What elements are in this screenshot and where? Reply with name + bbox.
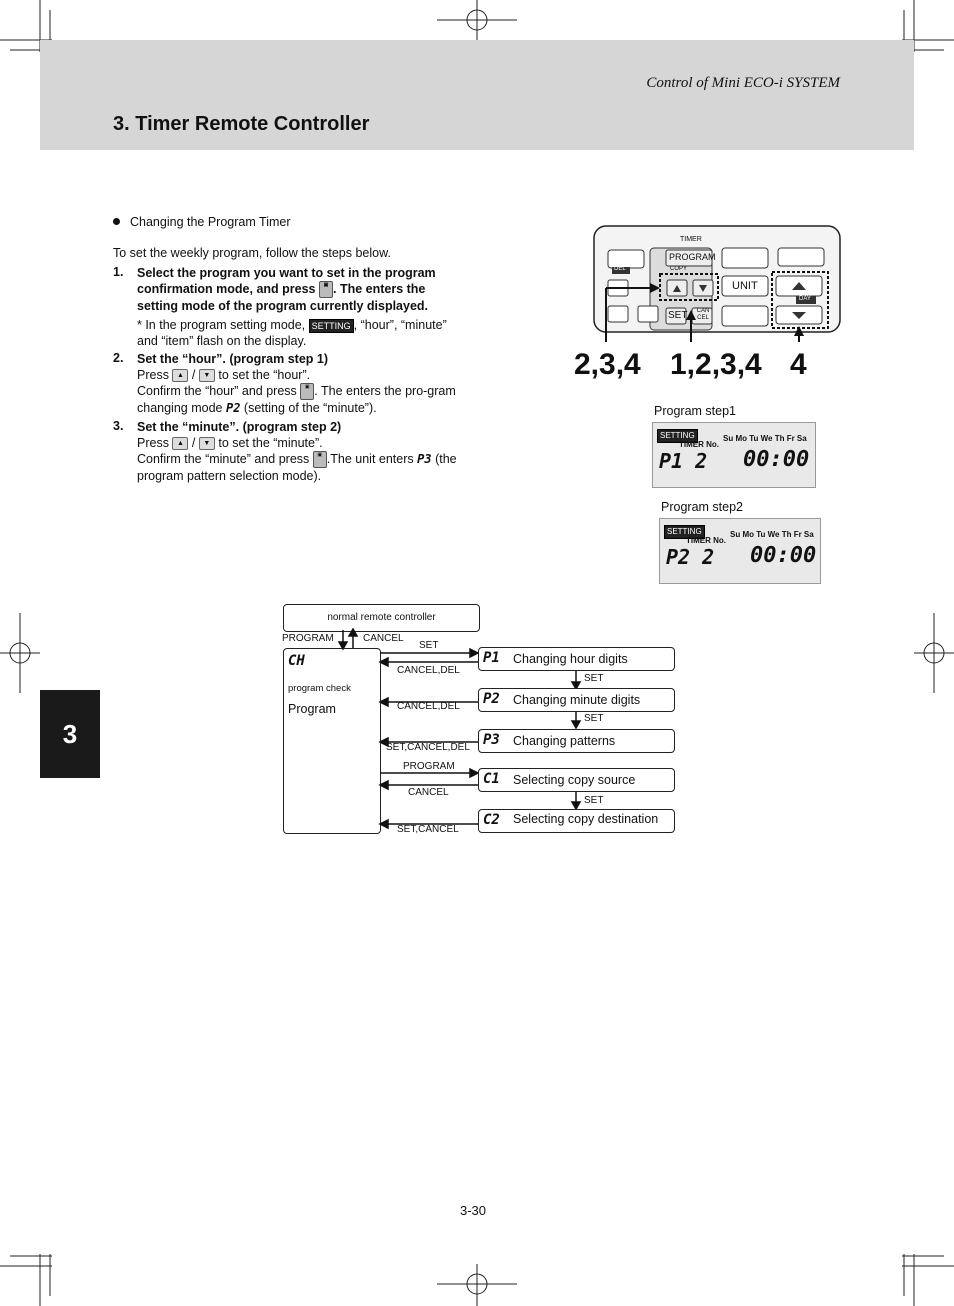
up-key-icon: ▲	[172, 437, 188, 450]
step-3-number: 3.	[113, 419, 124, 433]
edge-set-down-2: SET	[584, 713, 604, 724]
confirm-b: .The unit enters	[326, 452, 414, 466]
callout-middle: 1,2,3,4	[670, 348, 762, 381]
mode-code: P3	[483, 732, 500, 748]
note-a: * In the program setting mode,	[137, 318, 306, 332]
step-3-body	[137, 419, 457, 484]
lcd-step1	[652, 422, 816, 488]
chapter-tab: 3	[40, 690, 100, 778]
lcd-days: Su Mo Tu We Th Fr Sa	[723, 434, 807, 443]
step-1-note	[137, 317, 457, 349]
up-key-icon: ▲	[172, 369, 188, 382]
mode-label: Changing minute digits	[513, 693, 641, 707]
lcd-time: 00:00	[750, 543, 817, 568]
down-key-icon: ▼	[199, 437, 215, 450]
step-2-title: Set the “hour”. (program step 1)	[137, 352, 328, 366]
step-3-press	[137, 435, 457, 451]
flow-cancel-label: CANCEL	[363, 633, 404, 644]
edge-program: PROGRAM	[403, 761, 455, 772]
confirm-a: Confirm the “hour” and press	[137, 384, 297, 398]
mode-label: Selecting copy source	[513, 773, 636, 787]
step-3-confirm	[137, 451, 457, 484]
remote-set-button[interactable]: SET	[668, 310, 688, 321]
set-key-icon: ▣	[300, 383, 314, 400]
mode-box-p2	[478, 688, 675, 712]
callout-right: 4	[790, 348, 807, 381]
mode-code: P1	[483, 650, 500, 666]
press-text: Press	[137, 436, 169, 450]
step-3-title: Set the “minute”. (program step 2)	[137, 420, 342, 434]
confirm-c: (setting of the “minute”).	[243, 401, 377, 416]
remote-day-label: DAY	[799, 296, 811, 302]
bullet-text: Changing the Program Timer	[130, 215, 291, 229]
step-2-number: 2.	[113, 351, 124, 365]
edge-cancel: CANCEL	[408, 787, 449, 798]
mode-code: C1	[483, 771, 500, 787]
set-key-icon: ▣	[319, 281, 333, 298]
page-title: 3. Timer Remote Controller	[113, 113, 370, 135]
remote-unit-button[interactable]: UNIT	[732, 280, 758, 292]
lcd-setting: SETTING	[657, 429, 698, 443]
remote-del-label: DEL	[614, 266, 626, 272]
mode-code: P3	[417, 452, 432, 466]
step-2-press	[137, 367, 457, 383]
program-step1-label: Program step1	[654, 404, 736, 418]
edge-set-cancel: SET,CANCEL	[397, 824, 459, 835]
press-tail: to set the “hour”.	[218, 368, 311, 382]
program-step2-label: Program step2	[661, 500, 743, 514]
lcd-timer-no: TIMER No.	[679, 440, 719, 449]
edge-cancel-del-1: CANCEL,DEL	[397, 665, 460, 676]
step-1-number: 1.	[113, 265, 124, 279]
set-key-icon: ▣	[313, 451, 327, 468]
lcd-setting: SETTING	[664, 525, 705, 539]
remote-timer-label: TIMER	[680, 236, 702, 243]
edge-set: SET	[419, 640, 439, 651]
mode-box-p1	[478, 647, 675, 671]
setting-indicator: SETTING	[309, 319, 354, 333]
header-subtitle: Control of Mini ECO-i SYSTEM	[646, 75, 840, 91]
mode-label: Selecting copy destination	[513, 812, 659, 826]
confirm-a: Confirm the “minute” and press	[137, 452, 310, 466]
ch-code: CH	[288, 653, 305, 669]
remote-illustration	[590, 222, 850, 342]
edge-cancel-del-2: CANCEL,DEL	[397, 701, 460, 712]
step-2-body	[137, 351, 457, 416]
mode-code: P2	[225, 401, 241, 416]
edge-set-cancel-del: SET,CANCEL,DEL	[386, 742, 470, 753]
program-word: Program	[288, 702, 336, 716]
remote-program-button[interactable]: PROGRAM	[669, 252, 716, 262]
note-b: , “hour”, “minute” and “item” flash on the display.	[137, 318, 447, 348]
lcd-code: P1 2	[659, 449, 708, 473]
mode-code: P2	[483, 691, 500, 707]
lcd-code: P2 2	[666, 545, 715, 569]
lcd-time: 00:00	[743, 447, 810, 472]
edge-set-down-1: SET	[584, 673, 604, 684]
mode-box-c1	[478, 768, 675, 792]
slash: /	[191, 436, 196, 450]
confirm-b: . The enters the pro-gram changing mode	[137, 384, 456, 416]
mode-code: C2	[483, 812, 500, 828]
remote-cancel-button[interactable]: CAN CEL	[696, 308, 710, 321]
page-number: 3-30	[460, 1203, 487, 1218]
callout-left: 2,3,4	[574, 348, 641, 381]
step-1-title	[137, 265, 457, 314]
flow-program-label: PROGRAM	[282, 633, 334, 644]
intro-lead: To set the weekly program, follow the steps below.	[113, 246, 391, 260]
confirm-c: (the program pattern selection mode).	[137, 452, 457, 484]
lcd-timer-no: TIMER No.	[686, 536, 726, 545]
mode-box-c2	[478, 809, 675, 833]
step-1-title-a: Select the program you want to set in the program confirmation mode, and press	[137, 266, 436, 296]
slash: /	[191, 368, 196, 382]
bullet-icon	[113, 218, 120, 225]
mode-box-p3	[478, 729, 675, 753]
normal-remote-box: normal remote controller	[283, 604, 480, 632]
step-2-confirm	[137, 383, 457, 416]
remote-copy-label: COPY	[670, 266, 688, 272]
program-check-text: program check	[288, 683, 351, 694]
lcd-step2	[659, 518, 821, 584]
bullet-item	[113, 214, 291, 230]
press-tail: to set the “minute”.	[218, 436, 323, 450]
mode-label: Changing patterns	[513, 734, 616, 748]
down-key-icon: ▼	[199, 369, 215, 382]
step-1-title-b: . The enters the setting mode of the program currently displayed.	[137, 282, 429, 314]
mode-label: Changing hour digits	[513, 652, 628, 666]
edge-set-down-3: SET	[584, 795, 604, 806]
press-text: Press	[137, 368, 169, 382]
lcd-days: Su Mo Tu We Th Fr Sa	[730, 530, 814, 539]
